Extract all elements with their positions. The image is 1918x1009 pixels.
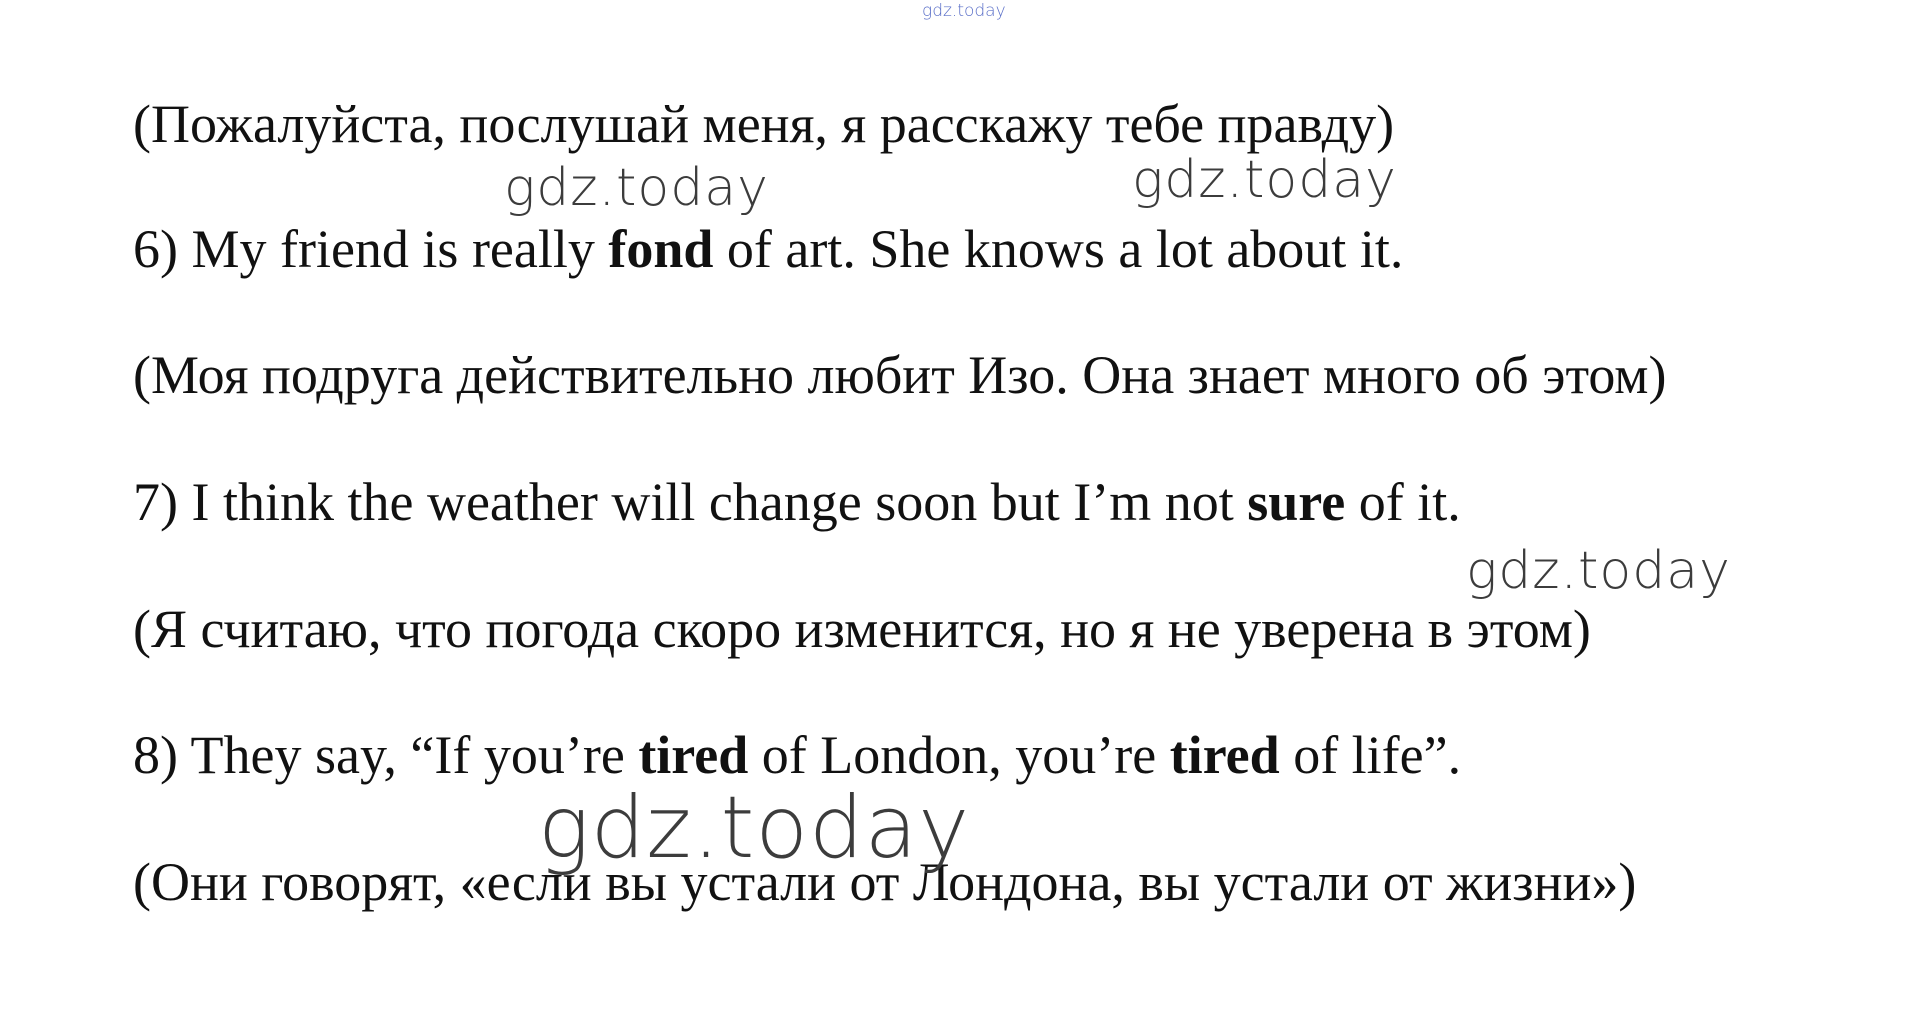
sentence-8-text-middle: of London, you’re — [748, 725, 1170, 785]
watermark-1: gdz.today — [504, 158, 769, 218]
sentence-8-keyword-1: tired — [638, 725, 749, 785]
watermark-top: gdz.today — [922, 1, 1006, 21]
translation-line-6: (Моя подруга действительно любит Изо. Она знает много об этом) — [133, 345, 1667, 405]
watermark-3: gdz.today — [1466, 541, 1731, 601]
sentence-line-7 — [133, 470, 1461, 534]
translation-line-8: (Они говорят, «если вы устали от Лондона, вы устали от жизни») — [133, 852, 1637, 912]
sentence-7-text-end: of it. — [1345, 472, 1461, 532]
sentence-8-keyword-2: tired — [1169, 725, 1280, 785]
translation-line-7: (Я считаю, что погода скоро изменится, но я не уверена в этом) — [133, 599, 1591, 659]
sentence-8-text-end: of life”. — [1279, 725, 1462, 785]
sentence-line-6 — [133, 217, 1403, 281]
watermark-4: gdz.today — [538, 778, 971, 878]
sentence-6-text-start: 6) My friend is really — [133, 219, 609, 279]
watermark-2: gdz.today — [1132, 150, 1397, 210]
sentence-8-text-start: 8) They say, “If you’re — [133, 725, 639, 785]
sentence-7-text-start: 7) I think the weather will change soon but I’m not — [133, 472, 1248, 532]
sentence-6-keyword: fond — [608, 219, 714, 279]
translation-line-5: (Пожалуйста, послушай меня, я расскажу тебе правду) — [133, 94, 1395, 154]
sentence-6-text-end: of art. She knows a lot about it. — [713, 219, 1404, 279]
sentence-7-keyword: sure — [1247, 472, 1346, 532]
